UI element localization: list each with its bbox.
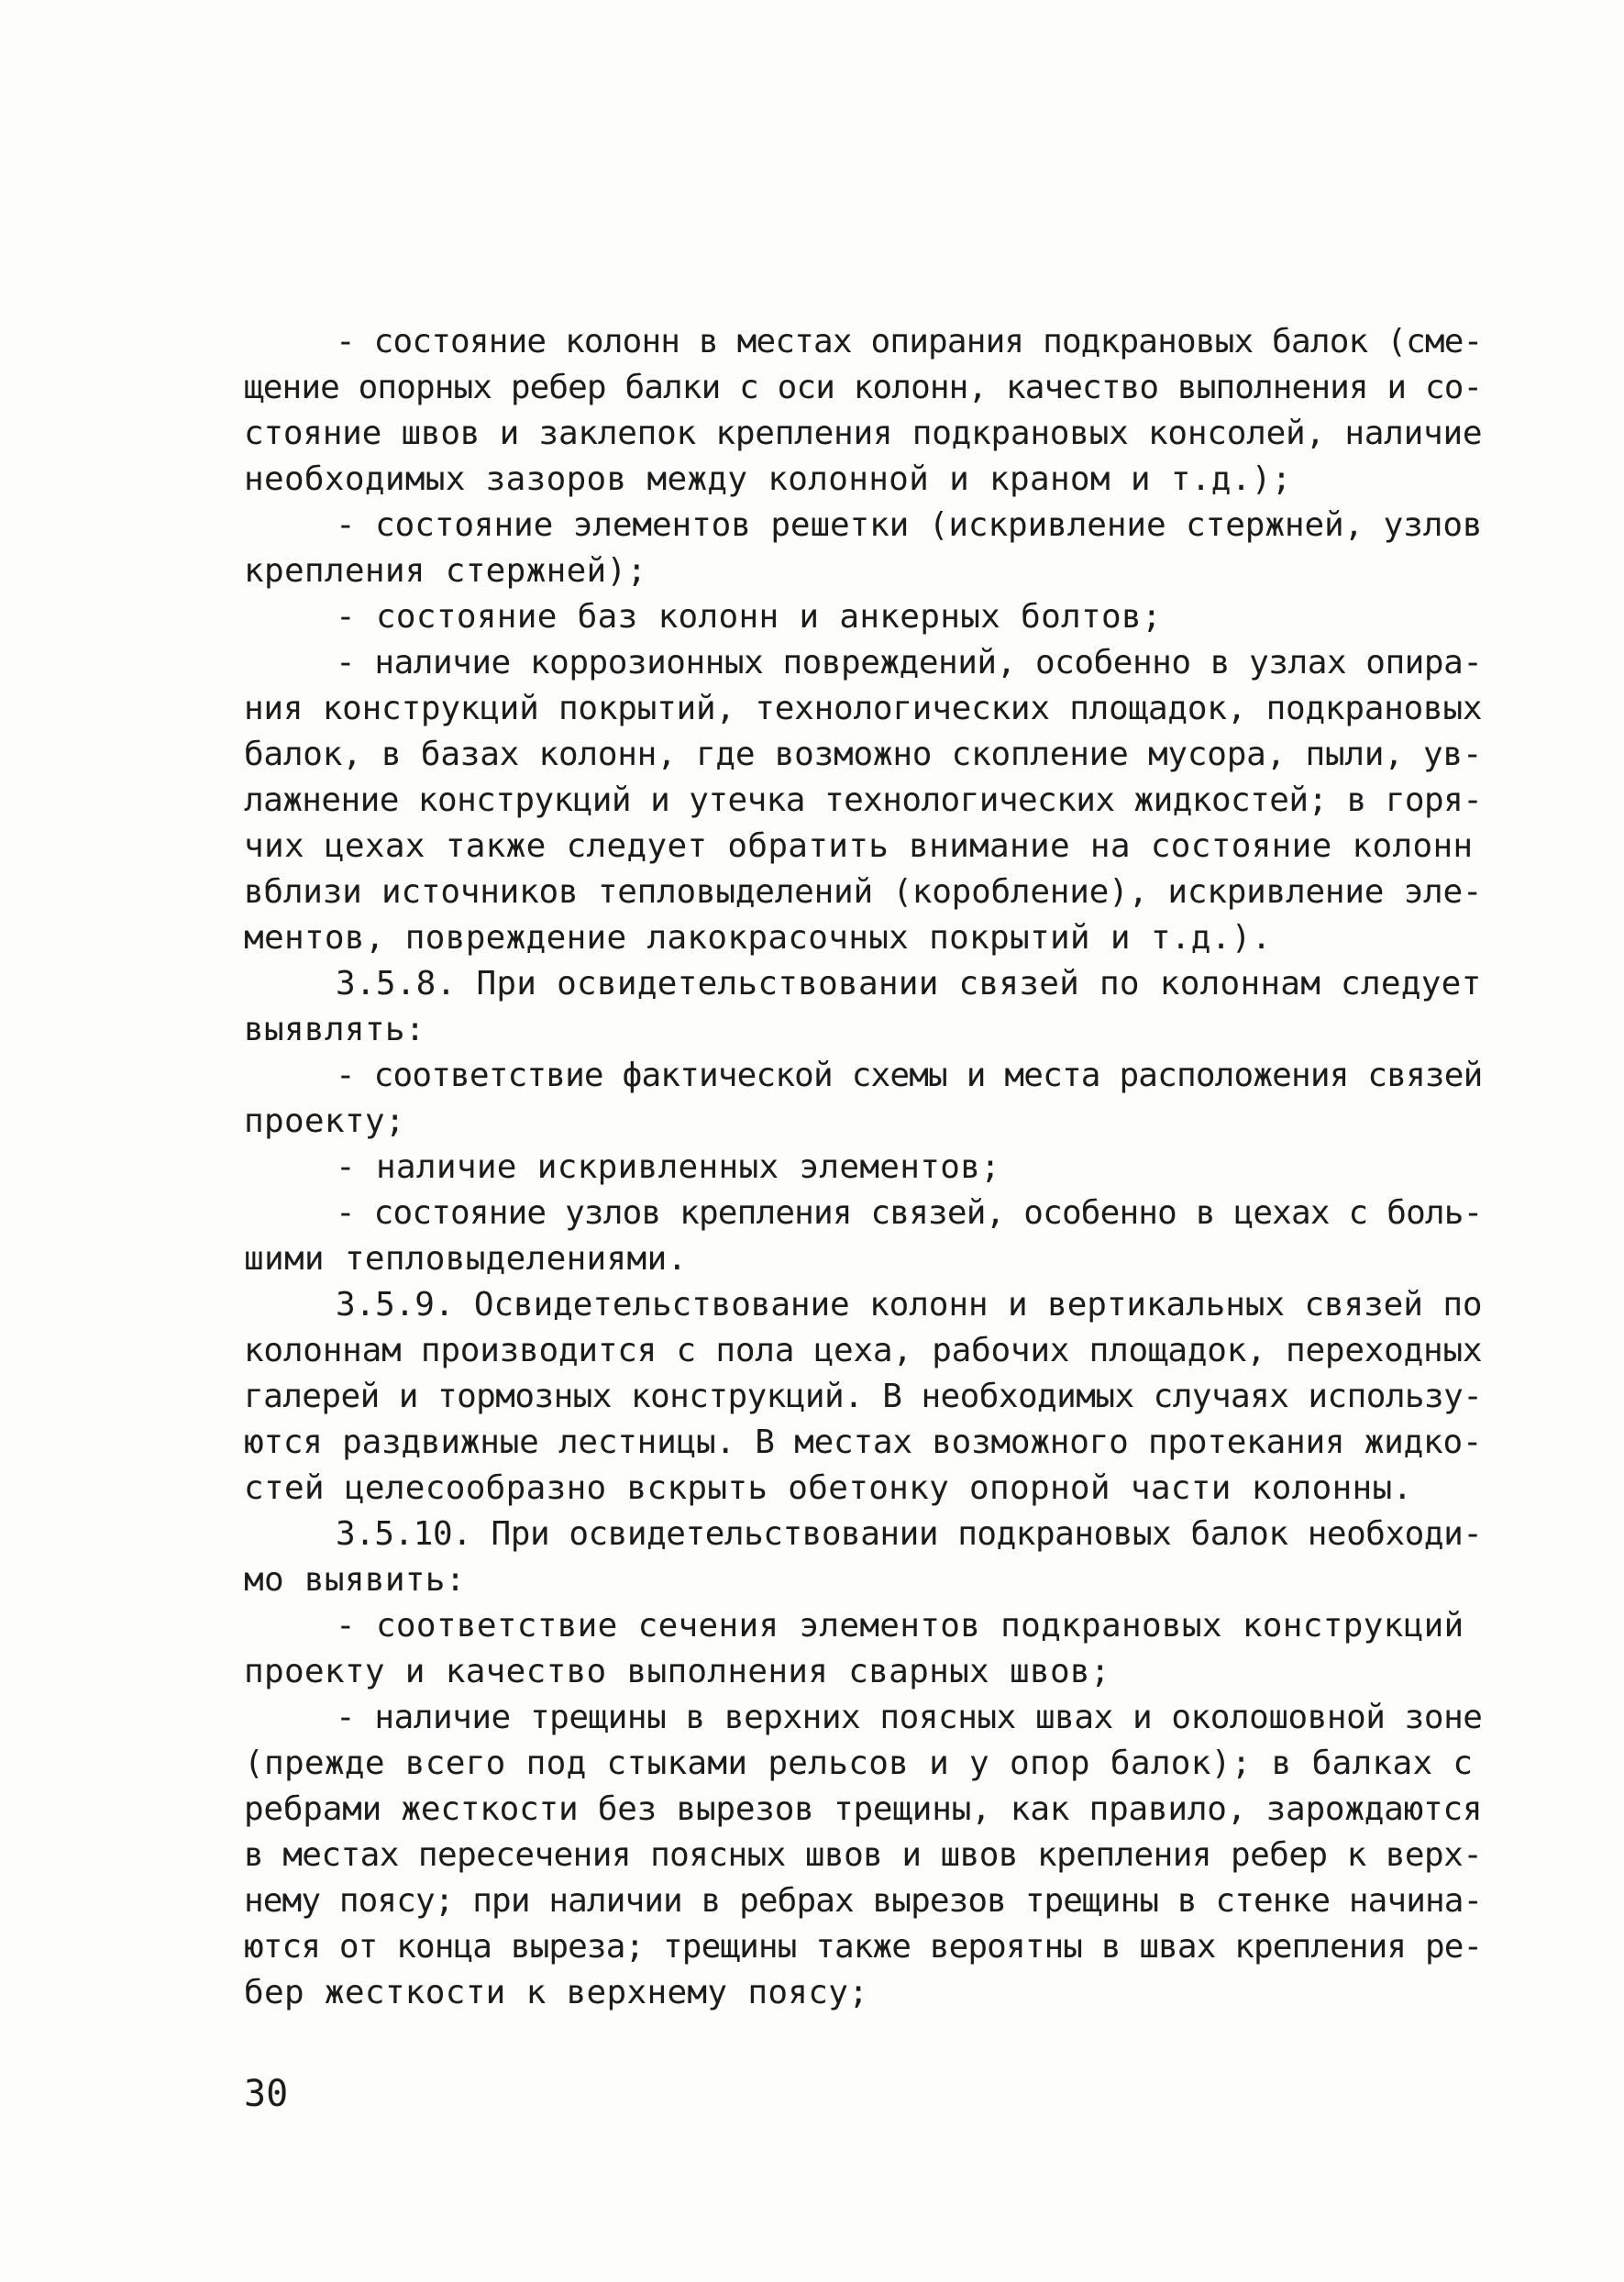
text-line: - состояние элементов решетки (искривление стержней, узлов (336, 506, 1483, 544)
text-line: шими тепловыделениями. (244, 1240, 688, 1278)
text-line: бер жесткости к верхнему поясу; (244, 1974, 869, 2011)
text-line: 3.5.8. При освидетельствовании связей по колоннам следует (336, 965, 1482, 1003)
text-line: выявлять: (244, 1011, 425, 1048)
text-line: колоннам производится с пола цеха, рабочих площадок, переходных (244, 1332, 1483, 1369)
text-line: ются от конца выреза; трещины также вероятны в швах крепления ре- (244, 1928, 1483, 1966)
text-line: нему поясу; при наличии в ребрах вырезов трещины в стенке начина- (244, 1882, 1483, 1920)
text-line: ребрами жесткости без вырезов трещины, как правило, зарождаются (244, 1790, 1483, 1828)
text-line: - состояние узлов крепления связей, особенно в цехах с боль- (336, 1194, 1483, 1232)
page-number: 30 (244, 2073, 289, 2115)
text-line: стей целесообразно вскрыть обетонку опорной части колонны. (244, 1469, 1413, 1507)
text-line: стояние швов и заклепок крепления подкрановых консолей, наличие (244, 415, 1483, 452)
text-line: 3.5.10. При освидетельствовании подкрановых балок необходи- (336, 1515, 1483, 1553)
text-line: - состояние баз колонн и анкерных болтов; (336, 598, 1162, 636)
text-line: (прежде всего под стыками рельсов и у опор балок); в балках с (244, 1745, 1474, 1782)
text-line: - соответствие фактической схемы и места расположения связей (336, 1057, 1483, 1094)
text-line: галерей и тормозных конструкций. В необходимых случаях использу- (244, 1378, 1483, 1415)
text-line: проекту; (244, 1102, 405, 1140)
text-line: вблизи источников тепловыделений (коробление), искривление эле- (244, 873, 1483, 911)
text-line: - соответствие сечения элементов подкрановых конструкций (336, 1607, 1464, 1645)
text-line: - наличие коррозионных повреждений, особенно в узлах опира- (336, 644, 1483, 681)
text-line: ются раздвижные лестницы. В местах возможного протекания жидко- (244, 1423, 1483, 1461)
text-line: проекту и качество выполнения сварных швов; (244, 1653, 1110, 1690)
text-line: чих цехах также следует обратить внимание на состояние колонн (244, 827, 1474, 865)
body-text (244, 319, 1482, 2016)
text-line: лажнение конструкций и утечка технологических жидкостей; в горя- (244, 781, 1483, 819)
text-line: щение опорных ребер балки с оси колонн, качество выполнения и со- (244, 369, 1483, 406)
text-line: 3.5.9. Освидетельствование колонн и вертикальных связей по (336, 1286, 1483, 1324)
text-line: мо выявить: (244, 1561, 466, 1599)
text-line: ния конструкций покрытий, технологических площадок, подкрановых (244, 690, 1483, 727)
text-line: балок, в базах колонн, где возможно скопление мусора, пыли, ув- (244, 736, 1483, 773)
text-line: - наличие трещины в верхних поясных швах и околошовной зоне (336, 1699, 1483, 1736)
text-line: крепления стержней); (244, 552, 647, 590)
text-line: - наличие искривленных элементов; (336, 1148, 1001, 1186)
text-line: необходимых зазоров между колонной и краном и т.д.); (244, 460, 1292, 498)
text-line: - состояние колонн в местах опирания подкрановых балок (сме- (336, 323, 1483, 360)
text-line: в местах пересечения поясных швов и швов крепления ребер к верх- (244, 1836, 1483, 1874)
text-line: ментов, повреждение лакокрасочных покрытий и т.д.). (244, 919, 1272, 957)
